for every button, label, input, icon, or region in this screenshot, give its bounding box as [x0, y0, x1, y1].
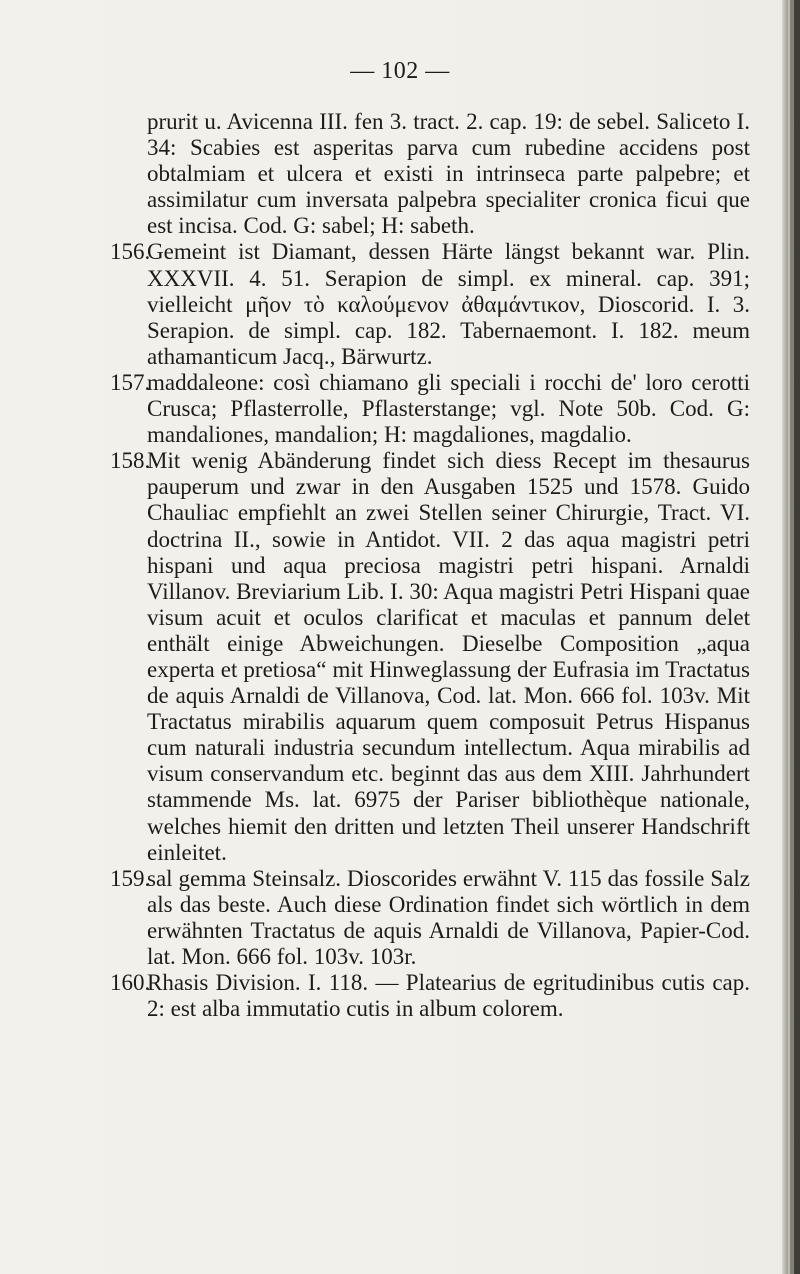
note-text: Rhasis Division. I. 118. — Platearius de egritudinibus cutis cap. 2: est alba immutatio cutis in album colorem.	[147, 970, 750, 1022]
page-number: — 102 —	[350, 58, 450, 84]
note-158	[110, 448, 750, 866]
note-text: Mit wenig Abänderung findet sich diess Recept im thesaurus pauperum und zwar in den Ausgaben 1525 und 1578. Guido Chauliac empfiehlt an zwei Stellen seiner Chirurgie, Tract. VI. doctrina II., sowie in Antidot. VII. 2 das aqua magistri petri hispani und aqua preciosa magistri petri hispani. Arnaldi Villanov. Breviarium Lib. I. 30: Aqua magistri Petri Hispani quae visum acuit et oculos clarificat et maculas et pannum delet enthält einige Abweichungen. Dieselbe Composition „aqua experta et pretiosa“ mit Hinweglassung der Eufrasia im Tractatus de aquis Arnaldi de Villanova, Cod. lat. Mon. 666 fol. 103v. Mit Tractatus mirabilis aquarum quem composuit Petrus Hispanus cum naturali industria secundum intellectum. Aqua mirabilis ad visum conservandum etc. beginnt das aus dem XIII. Jahrhundert stammende Ms. lat. 6975 der Pariser bibliothèque nationale, welches hiemit den dritten und letzten Theil unserer Handschrift einleitet.	[147, 448, 750, 865]
notes-body	[110, 109, 750, 1022]
note-159	[110, 866, 750, 970]
note-number: 156.	[110, 239, 151, 265]
page-edge-dark	[794, 0, 800, 1274]
note-text: Gemeint ist Diamant, dessen Härte längst bekannt war. Plin. XXXVII. 4. 51. Serapion de simpl. ex mineral. cap. 391; vielleicht μῆον τὸ καλούμενον ἀθαμάντικον, Dioscorid. I. 3. Serapion. de simpl. cap. 182. Tabernaemont. I. 182. meum athamanticum Jacq., Bärwurtz.	[147, 239, 750, 369]
note-number: 160.	[110, 970, 151, 996]
note-160	[110, 970, 750, 1022]
note-number: 158.	[110, 448, 151, 474]
note-text: maddaleone: così chiamano gli speciali i rocchi de' loro cerotti Crusca; Pflasterrolle, Pflasterstange; vgl. Note 50b. Cod. G: mandaliones, mandalion; H: magdaliones, magdalio.	[147, 369, 750, 448]
note-156	[110, 239, 750, 369]
note-number: 159.	[110, 865, 151, 891]
note-text: sal gemma Steinsalz. Dioscorides erwähnt V. 115 das fossile Salz als das beste. Auch diese Ordination findet sich wörtlich in dem erwähnten Tractatus de aquis Arnaldi de Villanova, Papier-Cod. lat. Mon. 666 fol. 103v. 103r.	[147, 865, 750, 969]
note-157	[110, 370, 750, 448]
intro-paragraph: prurit u. Avicenna III. fen 3. tract. 2. cap. 19: de sebel. Saliceto I. 34: Scabies est asperitas parva cum rubedine accidens post obtalmiam et ulcera et existi in intrinseca parte palpebre; et assimilatur cum inversata palpebra specialiter cronica ficui que est incisa. Cod. G: sabel; H: sabeth.	[147, 109, 750, 239]
page-edge-highlight	[788, 0, 790, 1274]
note-number: 157.	[110, 369, 151, 395]
